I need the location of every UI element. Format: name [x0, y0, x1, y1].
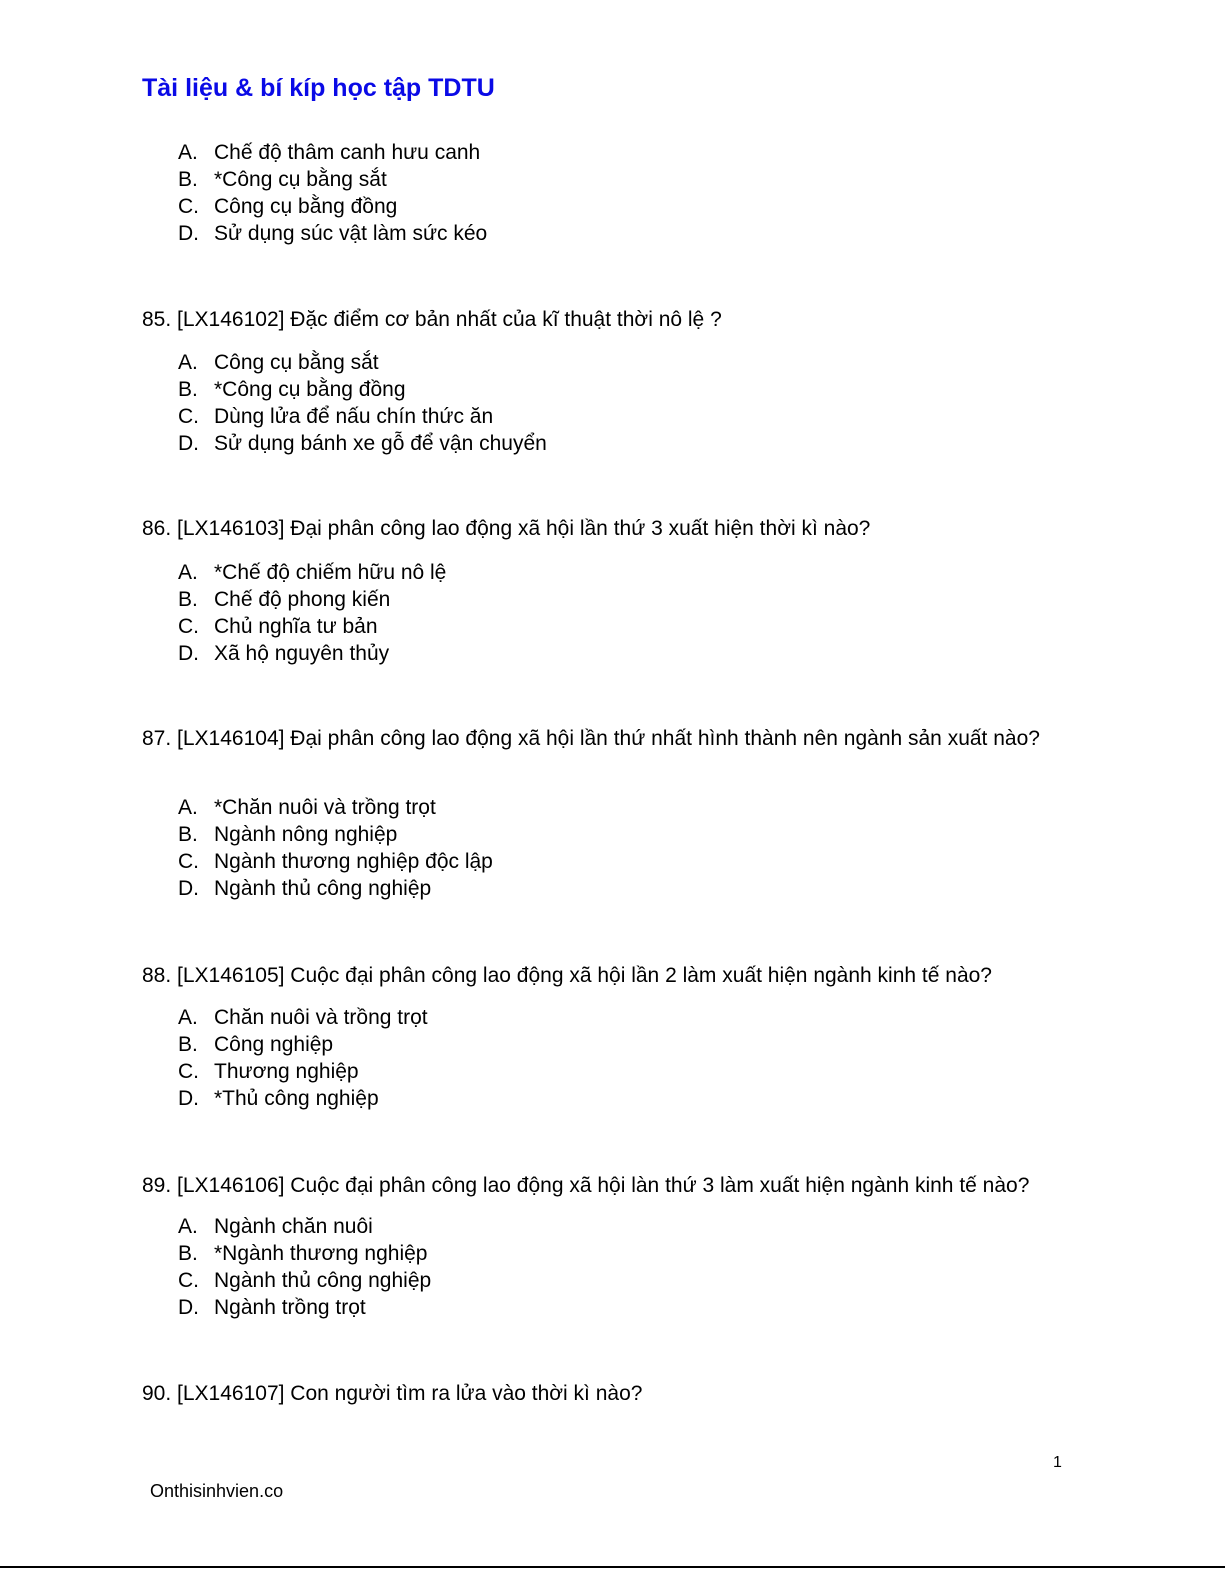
- option-letter: D.: [178, 1087, 199, 1110]
- option-text: Chủ nghĩa tư bản: [214, 615, 378, 638]
- option-text: *Công cụ bằng đồng: [214, 378, 406, 401]
- option-letter: B.: [178, 1033, 198, 1056]
- option-text: *Chế độ chiếm hữu nô lệ: [214, 561, 447, 584]
- option-item: [178, 139, 487, 166]
- option-letter: C.: [178, 615, 199, 638]
- option-text: Công cụ bằng đồng: [214, 195, 398, 218]
- option-item: [178, 1058, 428, 1085]
- page-number: 1: [1053, 1454, 1062, 1471]
- option-text: Ngành thủ công nghiệp: [214, 877, 432, 900]
- option-letter: B.: [178, 823, 198, 846]
- option-item: [178, 1004, 428, 1031]
- option-text: Sử dụng bánh xe gỗ để vận chuyển: [214, 432, 547, 455]
- option-item: [178, 220, 487, 247]
- option-letter: A.: [178, 561, 198, 584]
- question-text: 89. [LX146106] Cuộc đại phân công lao động xã hội làn thứ 3 làm xuất hiện ngành kinh tế nào?: [142, 1174, 1030, 1197]
- option-item: [178, 875, 493, 902]
- option-list: [178, 349, 547, 457]
- question-text: 85. [LX146102] Đặc điểm cơ bản nhất của kĩ thuật thời nô lệ ?: [142, 308, 722, 331]
- footer-site-name: Onthisinhvien.co: [150, 1481, 284, 1501]
- option-letter: A.: [178, 1215, 198, 1238]
- option-list: [178, 559, 446, 667]
- option-text: Ngành nông nghiệp: [214, 823, 398, 846]
- option-item: [178, 349, 547, 376]
- option-item: [178, 193, 487, 220]
- option-list: [178, 1004, 428, 1112]
- option-text: Công nghiệp: [214, 1033, 334, 1056]
- option-item: [178, 794, 493, 821]
- option-letter: D.: [178, 432, 199, 455]
- option-list: [178, 794, 493, 902]
- option-letter: C.: [178, 1269, 199, 1292]
- option-text: Thương nghiệp: [214, 1060, 359, 1083]
- option-item: [178, 613, 446, 640]
- option-item: [178, 821, 493, 848]
- option-letter: A.: [178, 141, 198, 164]
- option-text: Chế độ thâm canh hưu canh: [214, 141, 481, 164]
- option-text: *Công cụ bằng sắt: [214, 168, 387, 191]
- option-text: Ngành trồng trọt: [214, 1296, 366, 1319]
- option-item: [178, 586, 446, 613]
- option-item: [178, 1294, 431, 1321]
- option-text: Dùng lửa để nấu chín thức ăn: [214, 405, 494, 428]
- option-letter: C.: [178, 195, 199, 218]
- option-item: [178, 559, 446, 586]
- option-text: Công cụ bằng sắt: [214, 351, 379, 374]
- page-bottom-border: [0, 1566, 1225, 1568]
- option-list: [178, 139, 487, 247]
- option-text: *Ngành thương nghiệp: [214, 1242, 428, 1265]
- option-list: [178, 1213, 431, 1321]
- option-item: [178, 1213, 431, 1240]
- option-text: *Chăn nuôi và trồng trọt: [214, 796, 436, 819]
- option-letter: A.: [178, 1006, 198, 1029]
- option-item: [178, 1085, 428, 1112]
- option-item: [178, 403, 547, 430]
- option-text: Ngành chăn nuôi: [214, 1215, 373, 1238]
- question-text: 88. [LX146105] Cuộc đại phân công lao động xã hội lần 2 làm xuất hiện ngành kinh tế nào?: [142, 964, 992, 987]
- option-letter: B.: [178, 378, 198, 401]
- option-text: Chế độ phong kiến: [214, 588, 391, 611]
- option-item: [178, 166, 487, 193]
- option-text: Chăn nuôi và trồng trọt: [214, 1006, 428, 1029]
- option-letter: A.: [178, 351, 198, 374]
- option-text: Xã hộ nguyên thủy: [214, 642, 390, 665]
- option-letter: B.: [178, 168, 198, 191]
- option-text: *Thủ công nghiệp: [214, 1087, 379, 1110]
- option-letter: D.: [178, 877, 199, 900]
- option-letter: D.: [178, 642, 199, 665]
- option-letter: B.: [178, 588, 198, 611]
- option-letter: C.: [178, 1060, 199, 1083]
- option-item: [178, 640, 446, 667]
- question-text: 90. [LX146107] Con người tìm ra lửa vào thời kì nào?: [142, 1382, 643, 1405]
- option-item: [178, 376, 547, 403]
- option-text: Ngành thương nghiệp độc lập: [214, 850, 493, 873]
- option-letter: D.: [178, 222, 199, 245]
- option-text: Sử dụng súc vật làm sức kéo: [214, 222, 488, 245]
- option-item: [178, 1031, 428, 1058]
- option-letter: C.: [178, 405, 199, 428]
- question-text: 86. [LX146103] Đại phân công lao động xã hội lần thứ 3 xuất hiện thời kì nào?: [142, 517, 871, 540]
- option-letter: D.: [178, 1296, 199, 1319]
- option-text: Ngành thủ công nghiệp: [214, 1269, 432, 1292]
- option-item: [178, 1267, 431, 1294]
- option-item: [178, 1240, 431, 1267]
- option-letter: B.: [178, 1242, 198, 1265]
- option-item: [178, 430, 547, 457]
- option-letter: A.: [178, 796, 198, 819]
- header-title: Tài liệu & bí kíp học tập TDTU: [142, 74, 495, 102]
- question-text: 87. [LX146104] Đại phân công lao động xã hội lần thứ nhất hình thành nên ngành sản xuất nào?: [142, 727, 1040, 750]
- option-letter: C.: [178, 850, 199, 873]
- option-item: [178, 848, 493, 875]
